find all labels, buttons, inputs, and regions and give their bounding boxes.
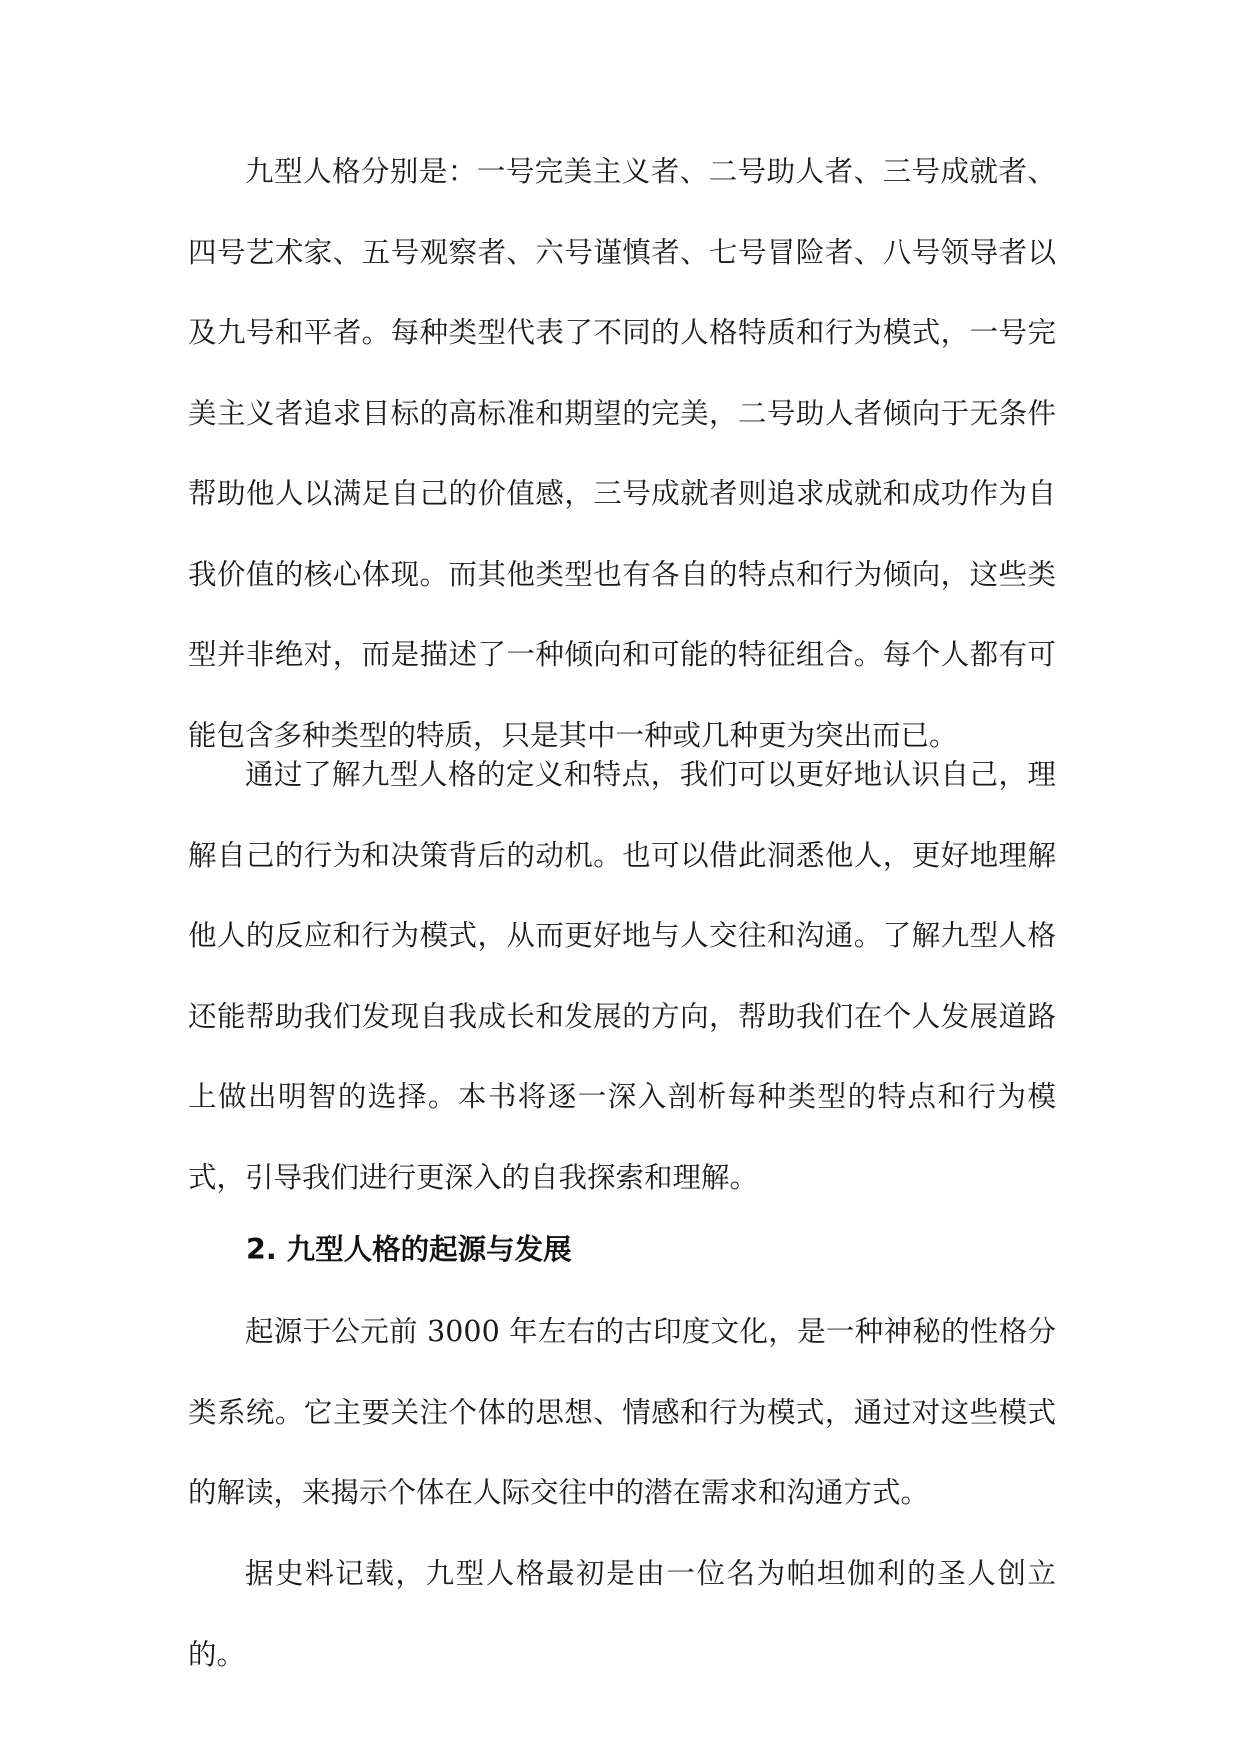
body-paragraph-enneagram-types: 九型人格分别是：一号完美主义者、二号助人者、三号成就者、四号艺术家、五号观察者、六号谨慎者、七号冒险者、八号领导者以及九号和平者。每种类型代表了不同的人格特质和行为模式，一号完美主义者追求目标的高标准和期望的完美，二号助人者倾向于无条件帮助他人以满足自己的价值感，三号成就者则追求成就和成功作为自我价值的核心体现。而其他类型也有各自的特点和行为倾向，这些类型并非绝对，而是描述了一种倾向和可能的特征组合。每个人都有可能包含多种类型的特质，只是其中一种或几种更为突出而已。 bbox=[188, 155, 1056, 752]
body-paragraph-origin: 起源于公元前 3000 年左右的古印度文化，是一种神秘的性格分类系统。它主要关注个体的思想、情感和行为模式，通过对这些模式的解读，来揭示个体在人际交往中的潜在需求和沟通方式。 bbox=[188, 1315, 1056, 1509]
body-paragraph-history: 据史料记载，九型人格最初是由一位名为帕坦伽利的圣人创立的。 bbox=[188, 1557, 1056, 1671]
section-heading: 2. 九型人格的起源与发展 bbox=[246, 1233, 572, 1266]
body-paragraph-understanding-benefits: 通过了解九型人格的定义和特点，我们可以更好地认识自己，理解自己的行为和决策背后的动机。也可以借此洞悉他人，更好地理解他人的反应和行为模式，从而更好地与人交往和沟通。了解九型人格还能帮助我们发现自我成长和发展的方向，帮助我们在个人发展道路上做出明智的选择。本书将逐一深入剖析每种类型的特点和行为模式，引导我们进行更深入的自我探索和理解。 bbox=[188, 758, 1056, 1194]
